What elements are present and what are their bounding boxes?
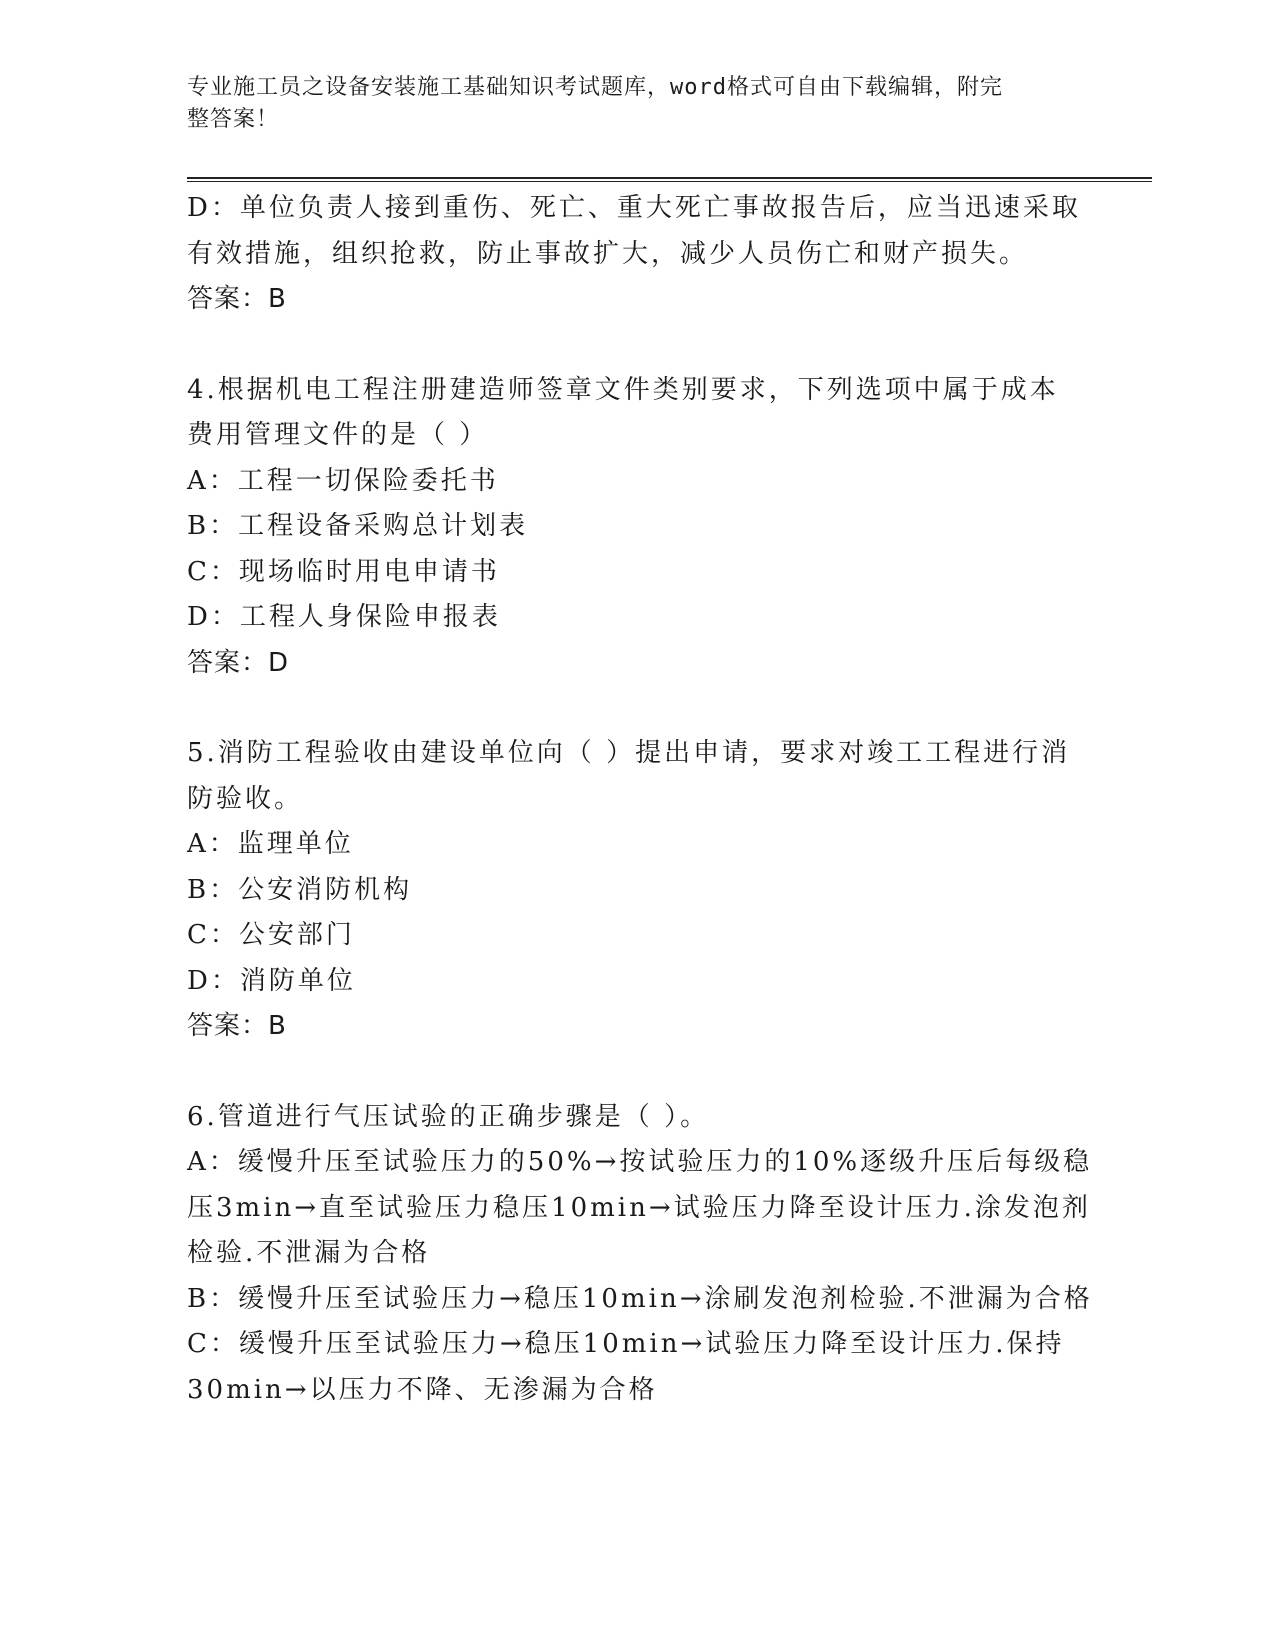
document-body (187, 186, 1093, 1413)
header-divider (187, 177, 1152, 182)
spacer (187, 1050, 1087, 1095)
option-c: C：现场临时用电申请书 (187, 556, 500, 587)
question-stem: 5.消防工程验收由建设单位向（ ）提出申请，要求对竣工工程进行消 (187, 738, 1071, 768)
answer-line: 答案：B (187, 284, 287, 314)
option-a: A：工程一切保险委托书 (187, 465, 499, 496)
option-b: B：工程设备采购总计划表 (187, 511, 529, 541)
option-c: C：缓慢升压至试验压力→稳压10min→试验压力降至设计压力.保持 (187, 1329, 1065, 1359)
answer-line: 答案：D (187, 647, 290, 678)
answer-line: 答案：B (187, 1011, 287, 1041)
question-continuation (187, 186, 1087, 323)
option-d-continued: 有效措施，组织抢救，防止事故扩大，减少人员伤亡和财产损失。 (187, 238, 1029, 269)
option-c: C：公安部门 (187, 920, 355, 950)
question-stem: 6.管道进行气压试验的正确步骤是（ ）。 (187, 1101, 710, 1132)
option-b: B：公安消防机构 (187, 874, 413, 905)
question-stem: 4.根据机电工程注册建造师签章文件类别要求，下列选项中属于成本 (187, 374, 1059, 405)
option-a: A：监理单位 (187, 829, 354, 859)
question-4 (187, 368, 1087, 687)
option-c-continued: 30min→以压力不降、无渗漏为合格 (187, 1374, 658, 1405)
spacer (187, 686, 1087, 731)
option-a: A：缓慢升压至试验压力的50%→按试验压力的10%逐级升压后每级稳 (187, 1147, 1093, 1177)
option-a-continued: 检验.不泄漏为合格 (187, 1238, 431, 1268)
option-b: B：缓慢升压至试验压力→稳压10min→涂刷发泡剂检验.不泄漏为合格 (187, 1283, 1093, 1314)
question-stem-continued: 费用管理文件的是（ ） (187, 420, 489, 450)
header-line: 专业施工员之设备安装施工基础知识考试题库，word格式可自由下载编辑，附完 (187, 75, 1003, 100)
option-a-continued: 压3min→直至试验压力稳压10min→试验压力降至设计压力.涂发泡剂 (187, 1192, 1091, 1223)
question-5 (187, 731, 1087, 1050)
spacer (187, 323, 1087, 368)
option-d: D：工程人身保险申报表 (187, 602, 501, 632)
option-d: D：单位负责人接到重伤、死亡、重大死亡事故报告后，应当迅速采取 (187, 193, 1081, 223)
question-6 (187, 1095, 1093, 1414)
option-d: D：消防单位 (187, 965, 356, 996)
header-line: 整答案！ (187, 107, 280, 132)
question-stem-continued: 防验收。 (187, 783, 304, 814)
document-header (187, 72, 1067, 136)
